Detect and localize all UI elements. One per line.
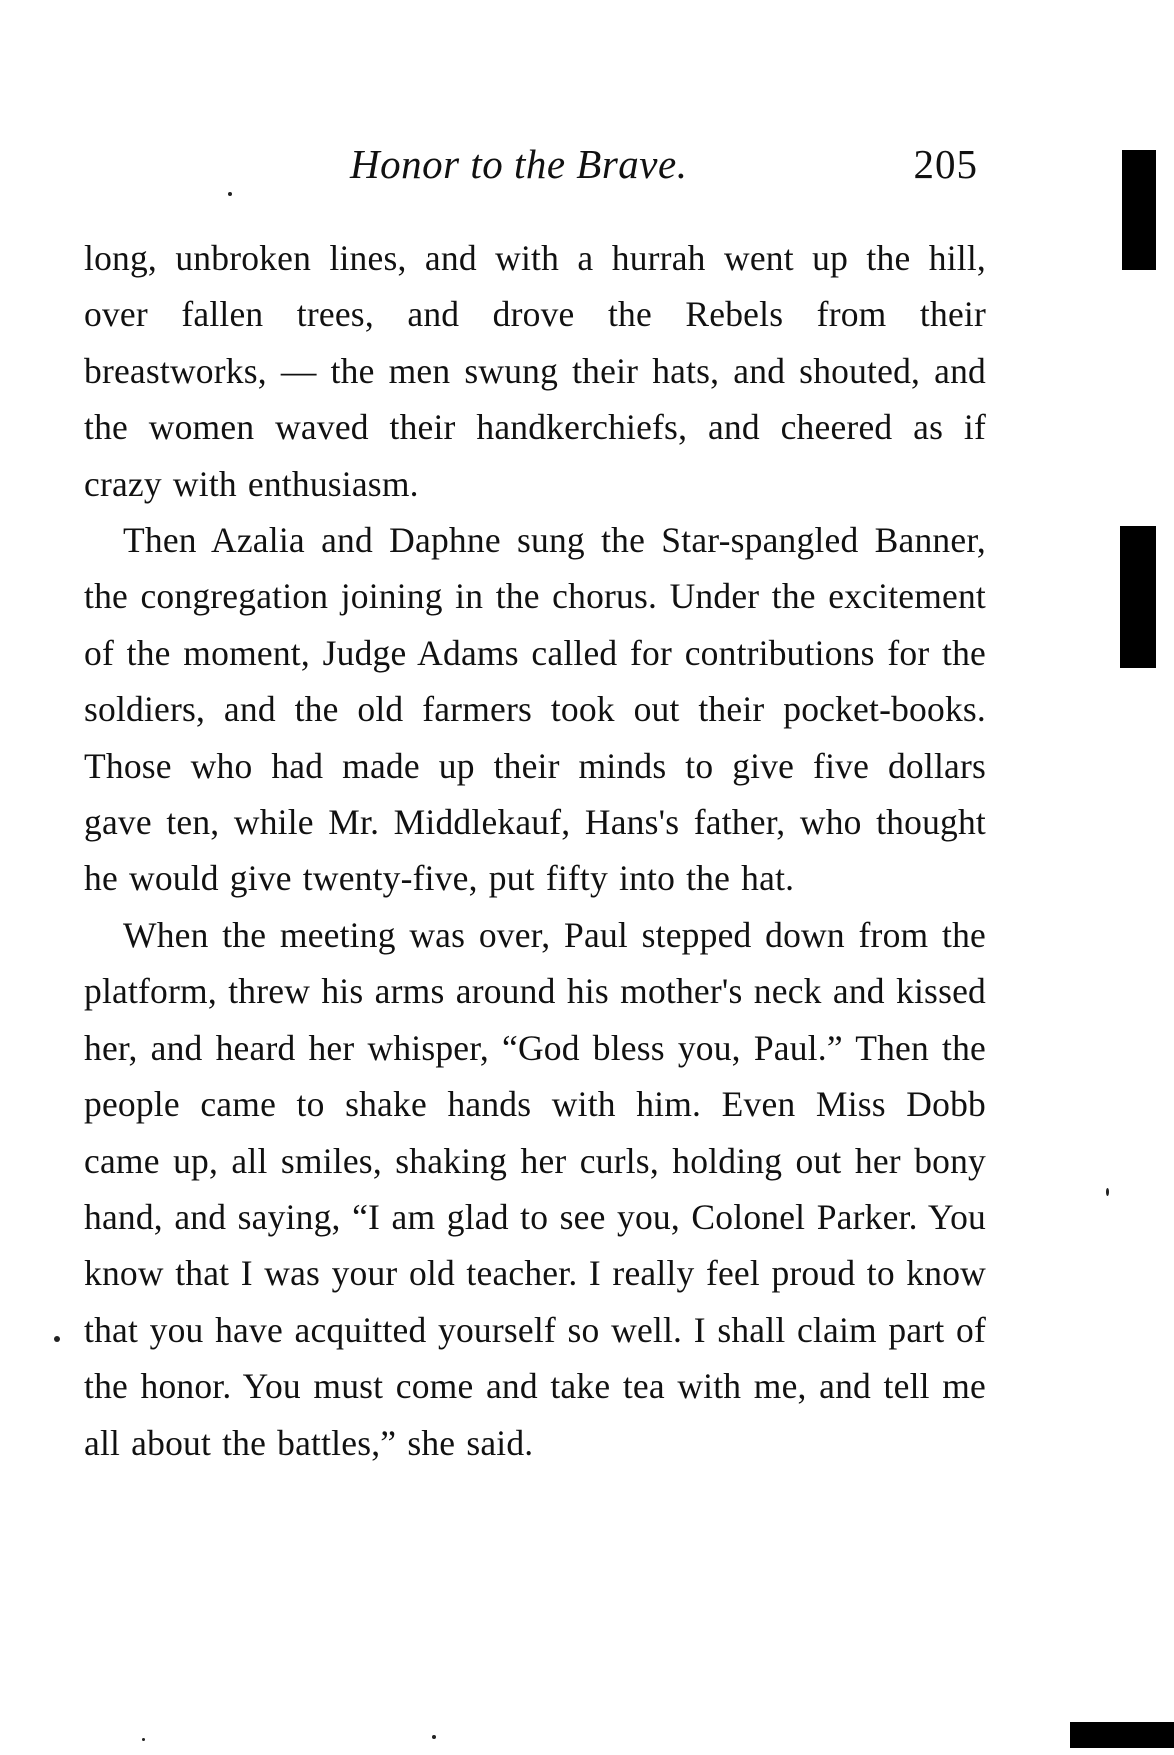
page-number: 205: [913, 141, 978, 187]
scan-speck: [1106, 1188, 1109, 1196]
paragraph-anthem: Then Azalia and Daphne sung the Star-spangled Banner, the congregation joining in the chorus. Under the excitement of the moment, Judge Adams called for contributions for the soldiers, and the old farmers took out their pocket-books. Those who had made up their minds to give five dollars gave ten, while Mr. Middlekauf, Hans's father, who thought he would give twenty-five, put fifty into the hat.: [84, 520, 986, 899]
scan-speck: [142, 1738, 145, 1741]
running-title: Honor to the Brave.: [350, 141, 688, 187]
paragraph-continuation: long, unbroken lines, and with a hurrah went up the hill, over fallen trees, and drove the Rebels from their breastworks, — the men swung their hats, and shouted, and the women waved their handkerchiefs, and cheered as if crazy with enthusiasm.: [84, 238, 986, 504]
scan-edge-mark-bottom: [1070, 1722, 1174, 1748]
scan-speck: [432, 1735, 436, 1739]
scan-speck: [54, 1336, 60, 1342]
scan-speck: [228, 192, 232, 196]
scan-edge-mark-middle: [1120, 526, 1156, 668]
scan-edge-mark-top: [1122, 150, 1156, 270]
running-head: [84, 140, 986, 200]
body-text: [84, 230, 986, 1471]
paragraph-meeting-over: When the meeting was over, Paul stepped down from the platform, threw his arms around his mother's neck and kissed her, and heard her whisper, “God bless you, Paul.” Then the people came to shake hands with him. Even Miss Dobb came up, all smiles, shaking her curls, holding out her bony hand, and saying, “I am glad to see you, Colonel Parker. You know that I was your old teacher. I really feel proud to know that you have acquitted yourself so well. I shall claim part of the honor. You must come and take tea with me, and tell me all about the battles,” she said.: [84, 914, 986, 1463]
